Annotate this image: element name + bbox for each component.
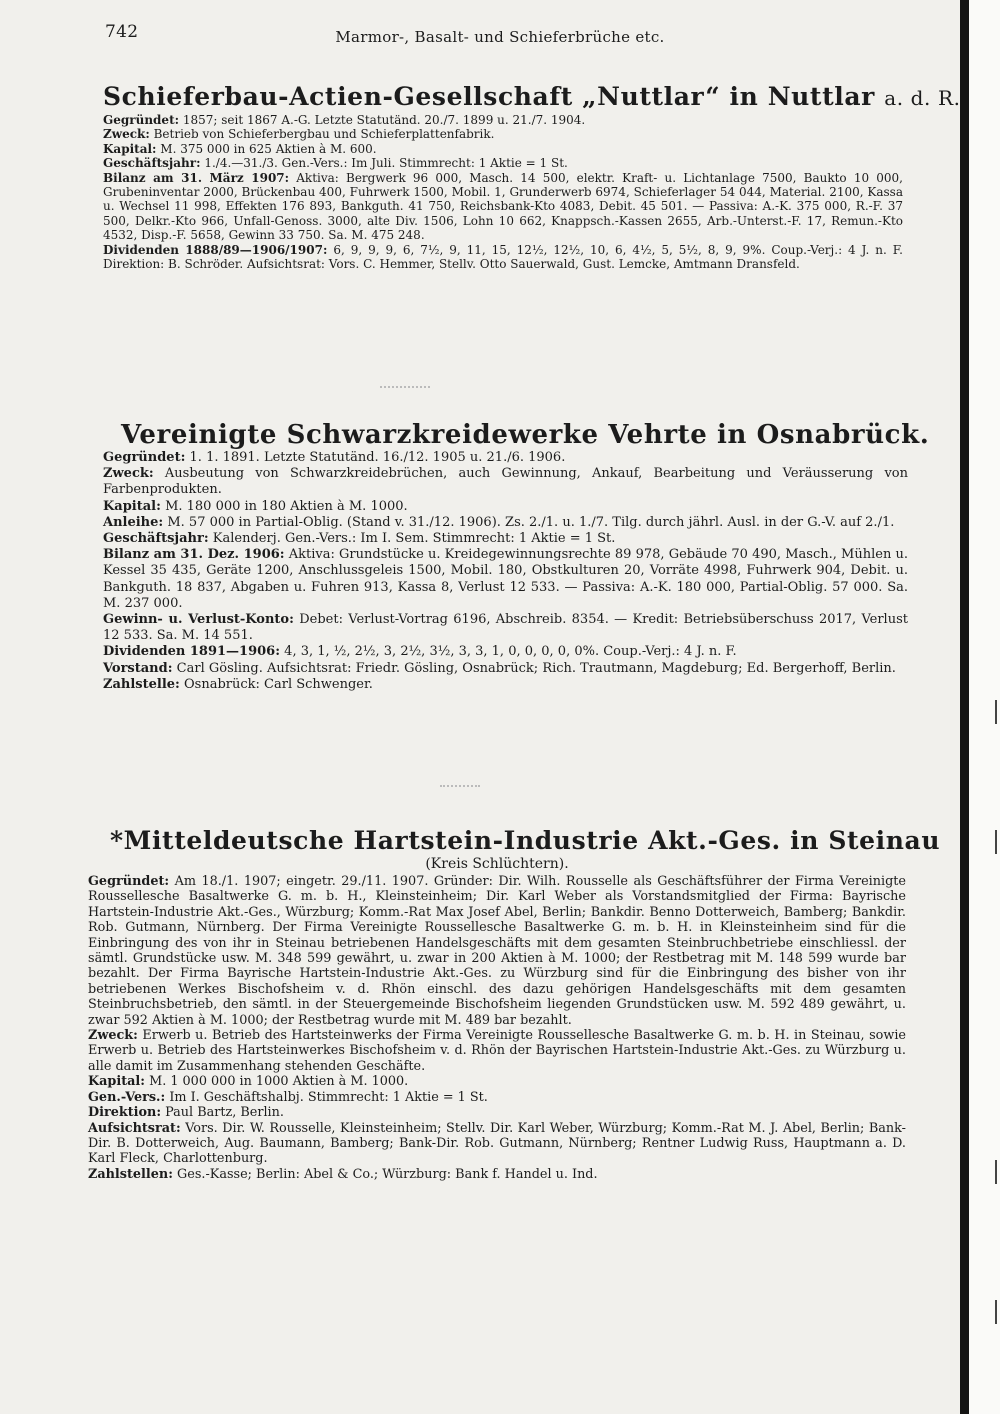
field-label: Bilanz am 31. Dez. 1906: — [103, 547, 285, 563]
field-label: Kapital: — [103, 498, 161, 514]
field-label: Gegründet: — [88, 874, 170, 889]
entry-paragraph — [103, 450, 908, 466]
field-label: Zweck: — [103, 466, 154, 482]
entry-paragraph — [103, 515, 908, 531]
field-text: M. 180 000 in 180 Aktien à M. 1000. — [165, 498, 408, 514]
company-entry-steinau — [88, 826, 941, 1182]
field-text: Paul Bartz, Berlin. — [165, 1105, 284, 1121]
field-label: Zahlstellen: — [88, 1166, 173, 1182]
entry-paragraph — [103, 677, 908, 693]
entry-paragraph — [103, 612, 908, 644]
entry-paragraph — [103, 243, 903, 272]
field-label: Zweck: — [88, 1028, 138, 1044]
entry-paragraph — [103, 113, 903, 127]
field-label: Bilanz am 31. März 1907: — [103, 170, 290, 185]
edge-mark — [995, 830, 997, 854]
field-text: Kalenderj. Gen.-Vers.: Im I. Sem. Stimmrecht: 1 Aktie = 1 St. — [212, 531, 616, 547]
page-gutter-shadow — [960, 0, 969, 1414]
running-title: Marmor-, Basalt- und Schieferbrüche etc. — [335, 28, 665, 46]
entry-title: *Mitteldeutsche Hartstein-Industrie Akt.-Ges. in Steinau — [110, 826, 941, 855]
field-text: 1. 1. 1891. Letzte Statutänd. 16./12. 1905 u. 21./6. 1906. — [189, 450, 566, 465]
entry-paragraph — [88, 1105, 906, 1120]
field-label: Kapital: — [88, 1074, 146, 1090]
entry-paragraph — [88, 1121, 906, 1167]
field-text: Betrieb von Schieferbergbau und Schieferplattenfabrik. — [153, 127, 495, 142]
field-label: Dividenden 1888/89—1906/1907: — [103, 242, 328, 257]
entry-paragraph — [103, 499, 908, 515]
field-label: Anleihe: — [103, 514, 164, 530]
field-label: Gegründet: — [103, 450, 186, 465]
separator — [380, 386, 430, 388]
entry-paragraph — [103, 644, 908, 660]
field-label: Zweck: — [103, 127, 150, 142]
field-text: 6, 9, 9, 9, 6, 7½, 9, 11, 15, 12½, 12½, 10, 6, 4½, 5, 5½, 8, 9, 9%. Coup.-Verj.: 4 J. n. F. Direktion: B. Schröder. Aufsichtsrat: Vors. C. Hemmer, Stellv. Otto Sauerwald, Gust. Lemcke, Amtmann Dransfeld. — [103, 242, 903, 272]
entry-paragraph — [88, 1028, 906, 1074]
entry-paragraph — [103, 547, 908, 612]
field-text: M. 375 000 in 625 Aktien à M. 600. — [160, 141, 377, 156]
field-text: Aktiva: Bergwerk 96 000, Masch. 14 500, elektr. Kraft- u. Lichtanlage 7500, Baukto 10 000, Grubeninventar 2000, Brückenbau 400, Fuhrwerk 1500, Mobil. 1, Grunderwerb 6974, Schieferlager 54 044, Material. 2100, Kassa u. Wechsel 11 998, Effekten 176 893, Bankguth. 41 750, Reichsbank-Kto 4083, Debit. 45 501. — Passiva: A.-K. 375 000, R.-F. 37 500, Delkr.-Kto 966, Unfall-Genoss. 3000, alte Div. 1506, Lohn 10 662, Knappsch.-Kassen 2655, Arb.-Unterst.-F. 17, Remun.-Kto 4532, Disp.-F. 5658, Gewinn 33 750. Sa. M. 475 248. — [103, 170, 903, 243]
field-text: 4, 3, 1, ½, 2½, 3, 2½, 3½, 3, 3, 1, 0, 0, 0, 0, 0%. Coup.-Verj.: 4 J. n. F. — [284, 644, 737, 660]
field-label: Geschäftsjahr: — [103, 531, 209, 547]
field-text: Aktiva: Grundstücke u. Kreidegewinnungsrechte 89 978, Gebäude 70 490, Masch., Mühlen u. Kessel 35 435, Geräte 1200, Anschlussgeleis 1500, Mobil. 180, Obstkulturen 20, Vorräte 4998, Fuhrwerk 904, Debit. u. Bankguth. 18 837, Abgaben u. Fuhren 913, Kassa 8, Verlust 12 533. — Passiva: A.-K. 180 000, Partial-Oblig. 57 000. Sa. M. 237 000. — [103, 547, 908, 611]
field-text: Carl Gösling. Aufsichtsrat: Friedr. Gösling, Osnabrück; Rich. Trautmann, Magdeburg; Ed. Bergerhoff, Berlin. — [176, 660, 896, 676]
entry-paragraph — [88, 1167, 906, 1182]
field-text: Ausbeutung von Schwarzkreidebrüchen, auch Gewinnung, Ankauf, Bearbeitung und Veräusserung von Farbenprodukten. — [103, 466, 908, 498]
entry-paragraph — [103, 156, 903, 170]
entry-paragraph — [103, 142, 903, 156]
field-label: Aufsichtsrat: — [88, 1120, 181, 1136]
field-label: Geschäftsjahr: — [103, 156, 201, 171]
field-text: M. 57 000 in Partial-Oblig. (Stand v. 31./12. 1906). Zs. 2./1. u. 1./7. Tilg. durch jährl. Ausl. in der G.-V. auf 2./1. — [167, 514, 895, 530]
field-label: Zahlstelle: — [103, 676, 180, 692]
entry-paragraph — [103, 171, 903, 243]
field-text: Erwerb u. Betrieb des Hartsteinwerks der Firma Vereinigte Roussellesche Basaltwerke G. m. b. H. in Steinau, sowie Erwerb u. Betrieb des Hartsteinwerkes Bischofsheim v. d. Rhön der Bayrischen Hartstein-Industrie Akt.-Ges. zu Würzburg u. alle damit im Zusammenhang stehenden Geschäfte. — [88, 1028, 906, 1074]
entry-paragraph — [88, 1090, 906, 1105]
field-label: Kapital: — [103, 141, 157, 156]
entry-subtitle: (Kreis Schlüchtern). — [425, 856, 569, 872]
field-label: Gen.-Vers.: — [88, 1089, 166, 1105]
field-label: Dividenden 1891—1906: — [103, 644, 281, 660]
field-text: Im I. Geschäftshalbj. Stimmrecht: 1 Aktie = 1 St. — [169, 1089, 488, 1105]
entry-paragraph — [88, 874, 906, 1028]
field-text: Debet: Verlust-Vortrag 6196, Abschreib. 8354. — Kredit: Betriebsüberschuss 2017, Verlust 12 533. Sa. M. 14 551. — [103, 612, 908, 644]
field-text: Osnabrück: Carl Schwenger. — [184, 676, 373, 692]
page-number: 742 — [105, 22, 139, 42]
field-label: Vorstand: — [103, 660, 173, 676]
field-text: M. 1 000 000 in 1000 Aktien à M. 1000. — [149, 1074, 409, 1090]
entry-paragraph — [103, 531, 908, 547]
field-text: Am 18./1. 1907; eingetr. 29./11. 1907. Gründer: Dir. Wilh. Rousselle als Geschäftsführer der Firma Vereinigte Roussellesche Basaltwerke G. m. b. H., Kleinsteinheim; Dir. Karl Weber als Vorstandsmitglied der Firma: Bayrische Hartstein-Industrie Akt.-Ges., Würzburg; Komm.-Rat Max Josef Abel, Berlin; Bankdir. Benno Dotterweich, Bamberg; Bankdir. Rob. Gutmann, Nürnberg. Der Firma Vereinigte Roussellesche Basaltwerke G. m. b. H. in Kleinsteinheim sind für die Einbringung des von ihr in Steinau betriebenen Handelsgeschäfts mit dem gesamten Steinbruchbetriebe einschliessl. der sämtl. Grundstücke usw. M. 348 599 gewährt, u. zwar in 200 Aktien à M. 1000; der Restbetrag mit M. 148 599 wurde bar bezahlt. Der Firma Bayrische Hartstein-Industrie Akt.-Ges. zu Würzburg sind für die Einbringung des bisher von ihr betriebenen Werkes Bischofsheim v. d. Rhön einschl. des dazu gehörigen Handelsgeschäfts mit dem gesamten Steinbruchsbetrieb, den sämtl. in der Steuergemeinde Bischofsheim liegenden Grundstücken usw. M. 592 489 gewährt, u. zwar 592 Aktien à M. 1000; der Restbetrag wurde mit M. 489 bar bezahlt. — [88, 874, 906, 1028]
entry-paragraph — [103, 127, 903, 141]
entry-title — [103, 82, 961, 113]
entry-title: Vereinigte Schwarzkreidewerke Vehrte in Osnabrück. — [121, 420, 930, 450]
field-text: Ges.-Kasse; Berlin: Abel & Co.; Würzburg: Bank f. Handel u. Ind. — [177, 1166, 598, 1182]
entry-paragraph — [103, 466, 908, 498]
field-label: Direktion: — [88, 1105, 162, 1121]
field-text: 1857; seit 1867 A.-G. Letzte Statutänd. 20./7. 1899 u. 21./7. 1904. — [182, 113, 586, 127]
field-text: 1./4.—31./3. Gen.-Vers.: Im Juli. Stimmrecht: 1 Aktie = 1 St. — [204, 156, 568, 171]
separator — [440, 785, 480, 787]
field-text: Vors. Dir. W. Rousselle, Kleinsteinheim; Stellv. Dir. Karl Weber, Würzburg; Komm.-Rat M. J. Abel, Berlin; Bank-Dir. B. Dotterweich, Aug. Baumann, Bamberg; Bank-Dir. Rob. Gutmann, Nürnberg; Rentner Ludwig Russ, Hauptmann a. D. Karl Fleck, Charlottenburg. — [88, 1120, 906, 1167]
entry-paragraph — [103, 661, 908, 677]
entry-title-suffix: a. d. R. — [884, 86, 961, 110]
company-entry-nuttlar — [103, 82, 961, 272]
entry-paragraph — [88, 1074, 906, 1089]
field-label: Gewinn- u. Verlust-Konto: — [103, 612, 294, 628]
edge-mark — [995, 700, 997, 724]
company-entry-vehrte — [103, 420, 930, 693]
edge-mark — [995, 1160, 997, 1184]
entry-title-main: Schieferbau-Actien-Gesellschaft „Nuttlar“ in Nuttlar — [103, 82, 875, 111]
edge-mark — [995, 1300, 997, 1324]
field-label: Gegründet: — [103, 113, 180, 127]
